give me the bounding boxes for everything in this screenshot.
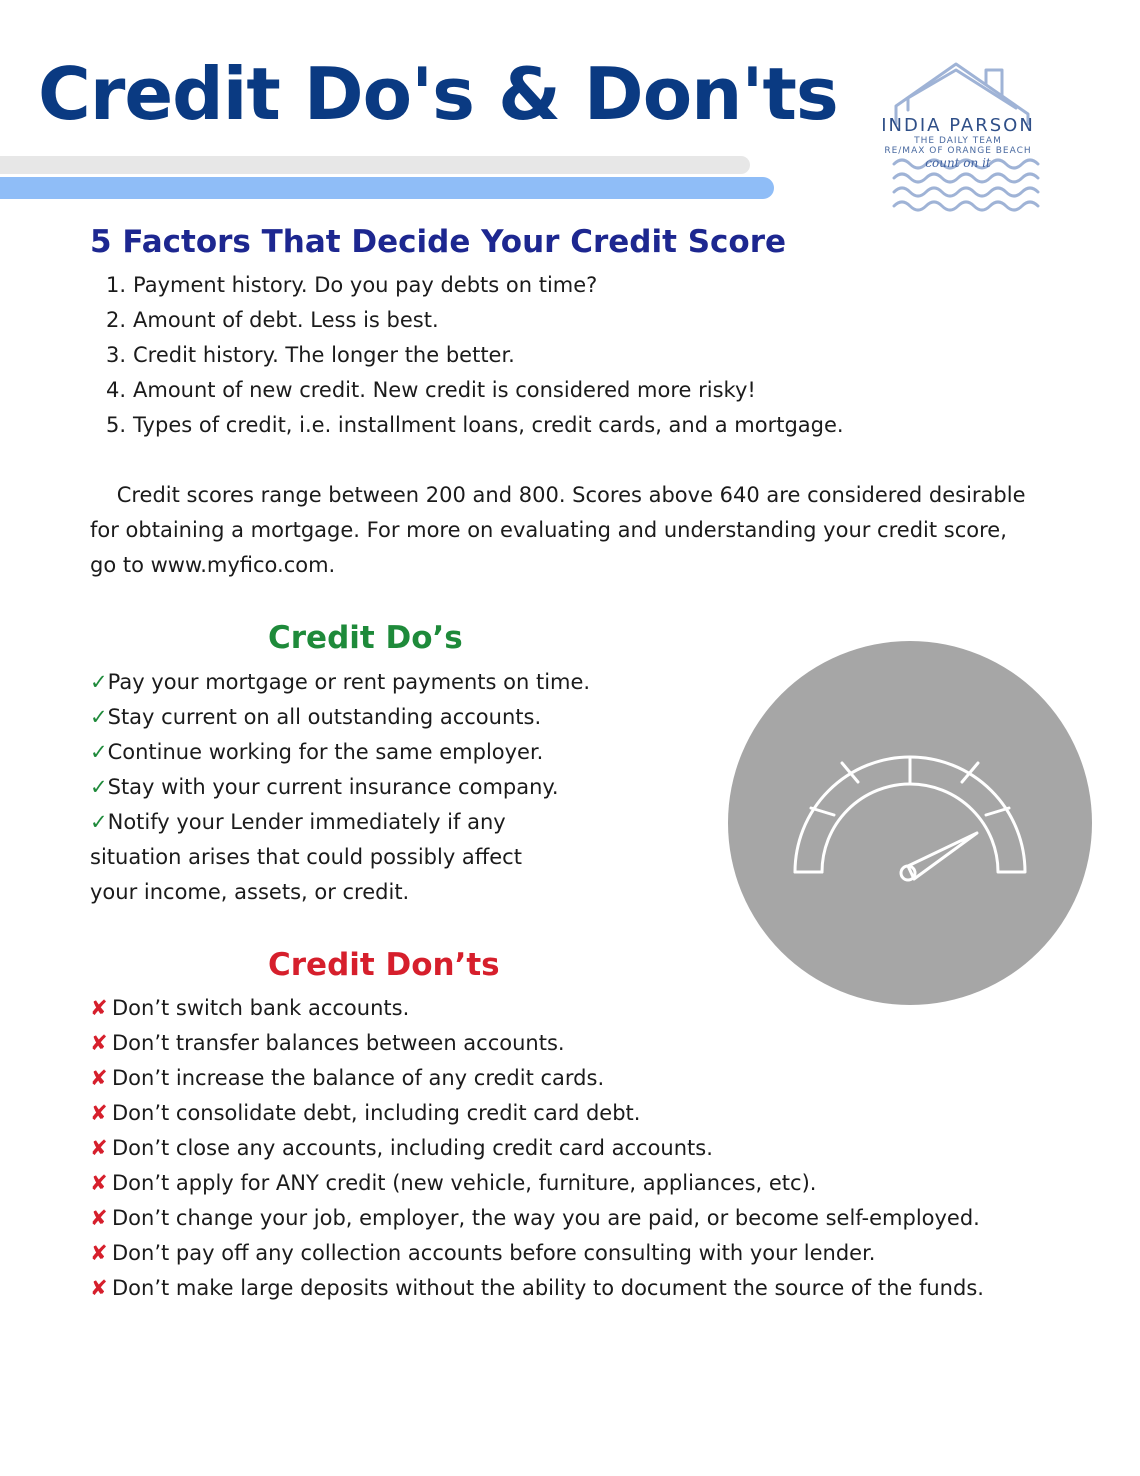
page-title: Credit Do's & Don'ts [38,52,838,136]
dont-item [90,1271,984,1306]
dont-text: Don’t transfer balances between accounts. [112,1031,565,1055]
logo-team: THE DAILY TEAM [914,136,1002,146]
do-item [90,700,590,735]
factor-text: Types of credit, i.e. installment loans, credit cards, and a mortgage. [133,413,844,437]
dont-text: Don’t apply for ANY credit (new vehicle, furniture, appliances, etc). [112,1171,817,1195]
cross-icon: ✘ [90,1241,108,1265]
dont-text: Don’t close any accounts, including credit card accounts. [112,1136,713,1160]
dos-heading: Credit Do’s [268,620,463,656]
factor-number: 5. [106,413,127,437]
logo-tagline: count on it [925,156,991,170]
dont-item [90,1026,984,1061]
dont-text: Don’t change your job, employer, the way you are paid, or become self-employed. [112,1206,980,1230]
factor-text: Credit history. The longer the better. [133,343,515,367]
do-item [90,770,590,805]
dos-list [90,665,590,840]
dont-item [90,991,984,1026]
logo-brokerage: RE/MAX OF ORANGE BEACH [884,146,1032,156]
cross-icon: ✘ [90,1136,108,1160]
factor-text: Amount of new credit. New credit is considered more risky! [133,378,756,402]
dont-item [90,1096,984,1131]
check-icon: ✓ [90,740,108,764]
speedometer-icon [727,640,1093,1006]
factors-heading: 5 Factors That Decide Your Credit Score [90,224,787,260]
donts-list [90,991,984,1306]
factors-list [106,268,844,443]
do-item [90,735,590,770]
factor-item [106,338,844,373]
check-icon: ✓ [90,775,108,799]
dont-item [90,1236,984,1271]
factor-number: 2. [106,308,127,332]
cross-icon: ✘ [90,1101,108,1125]
paragraph-line: for obtaining a mortgage. For more on evaluating and understanding your credit score, [90,518,1007,542]
dont-item [90,1131,984,1166]
factor-item [106,408,844,443]
dont-text: Don’t switch bank accounts. [112,996,410,1020]
header-gray-bar [0,156,750,174]
dont-text: Don’t increase the balance of any credit cards. [112,1066,605,1090]
cross-icon: ✘ [90,1206,108,1230]
dont-text: Don’t make large deposits without the ability to document the source of the funds. [112,1276,984,1300]
factor-item [106,303,844,338]
factor-number: 1. [106,273,127,297]
dont-item [90,1166,984,1201]
cross-icon: ✘ [90,1276,108,1300]
gauge-graphic [727,640,1093,1006]
factor-item [106,268,844,303]
do-continuation: situation arises that could possibly affect [90,845,522,869]
brand-logo [856,58,1060,218]
check-icon: ✓ [90,705,108,729]
dont-text: Don’t consolidate debt, including credit card debt. [112,1101,641,1125]
cross-icon: ✘ [90,996,108,1020]
do-text: Stay current on all outstanding accounts. [107,705,542,729]
donts-heading: Credit Don’ts [268,947,500,983]
do-continuation: your income, assets, or credit. [90,880,410,904]
cross-icon: ✘ [90,1031,108,1055]
check-icon: ✓ [90,810,108,834]
do-item [90,665,590,700]
cross-icon: ✘ [90,1171,108,1195]
do-text: Pay your mortgage or rent payments on time. [107,670,591,694]
factor-text: Amount of debt. Less is best. [133,308,439,332]
dont-item [90,1061,984,1096]
header-blue-bar [0,177,774,199]
logo-name: INDIA PARSON [881,115,1035,136]
dont-text: Don’t pay off any collection accounts before consulting with your lender. [112,1241,876,1265]
factor-text: Payment history. Do you pay debts on time? [133,273,598,297]
do-text: Continue working for the same employer. [107,740,544,764]
cross-icon: ✘ [90,1066,108,1090]
credit-score-paragraph [90,478,1100,583]
do-text: Stay with your current insurance company. [107,775,559,799]
paragraph-line: Credit scores range between 200 and 800. Scores above 640 are considered desirable [90,483,1026,507]
factor-item [106,373,844,408]
dont-item [90,1201,984,1236]
factor-number: 3. [106,343,127,367]
do-item [90,805,590,840]
paragraph-line: go to www.myfico.com. [90,553,336,577]
check-icon: ✓ [90,670,108,694]
do-text: Notify your Lender immediately if any [107,810,506,834]
factor-number: 4. [106,378,127,402]
